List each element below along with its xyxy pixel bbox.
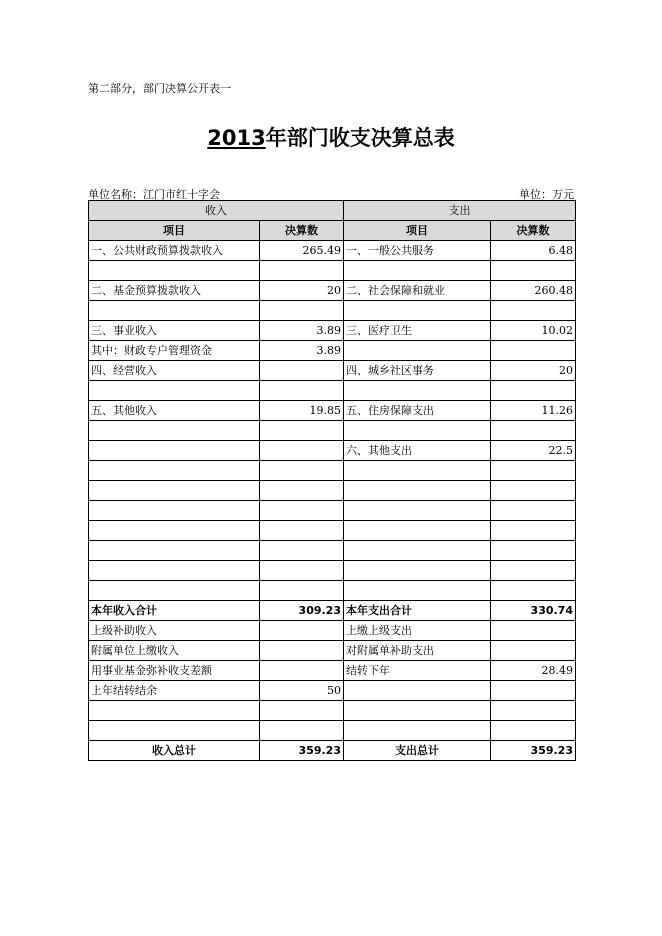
table-row	[89, 621, 576, 641]
income-amount-cell	[260, 361, 344, 381]
income-amount-cell	[260, 561, 344, 581]
income-item-cell	[89, 261, 260, 281]
expense-amount-cell	[491, 501, 576, 521]
expense-item-cell: 上缴上级支出	[344, 621, 491, 641]
income-item-cell	[89, 421, 260, 441]
expense-amount-cell: 10.02	[491, 321, 576, 341]
income-amount-cell: 19.85	[260, 401, 344, 421]
income-item-cell	[89, 581, 260, 601]
expense-item-cell	[344, 721, 491, 741]
table-row	[89, 241, 576, 261]
income-amount-cell: 50	[260, 681, 344, 701]
expense-item-cell: 四、城乡社区事务	[344, 361, 491, 381]
income-item-cell: 本年收入合计	[89, 601, 260, 621]
expense-amount-header: 决算数	[491, 221, 576, 241]
expense-amount-cell	[491, 301, 576, 321]
income-amount-cell	[260, 581, 344, 601]
income-item-cell	[89, 301, 260, 321]
table-row	[89, 461, 576, 481]
expense-item-cell: 二、社会保障和就业	[344, 281, 491, 301]
table-row	[89, 381, 576, 401]
income-amount-cell	[260, 721, 344, 741]
expense-item-cell	[344, 341, 491, 361]
expense-amount-cell	[491, 381, 576, 401]
expense-item-cell	[344, 521, 491, 541]
income-amount-cell	[260, 541, 344, 561]
expense-amount-cell	[491, 341, 576, 361]
expense-item-cell	[344, 381, 491, 401]
expense-amount-cell: 330.74	[491, 601, 576, 621]
expense-item-cell: 结转下年	[344, 661, 491, 681]
expense-item-cell: 五、住房保障支出	[344, 401, 491, 421]
budget-table	[88, 200, 576, 761]
expense-amount-cell	[491, 581, 576, 601]
expense-item-cell	[344, 261, 491, 281]
expense-amount-cell: 6.48	[491, 241, 576, 261]
income-item-cell	[89, 481, 260, 501]
income-item-cell: 一、公共财政预算拨款收入	[89, 241, 260, 261]
table-row	[89, 601, 576, 621]
income-item-cell	[89, 501, 260, 521]
expense-item-cell	[344, 501, 491, 521]
expense-amount-cell	[491, 641, 576, 661]
income-amount-cell	[260, 701, 344, 721]
expense-item-cell: 支出总计	[344, 741, 491, 761]
expense-item-cell: 一、一般公共服务	[344, 241, 491, 261]
table-row	[89, 661, 576, 681]
expense-amount-cell: 11.26	[491, 401, 576, 421]
table-row	[89, 581, 576, 601]
expense-amount-cell: 359.23	[491, 741, 576, 761]
expense-item-header: 项目	[344, 221, 491, 241]
income-amount-cell: 3.89	[260, 321, 344, 341]
table-row	[89, 681, 576, 701]
expense-item-cell	[344, 421, 491, 441]
income-item-cell	[89, 701, 260, 721]
income-amount-header: 决算数	[260, 221, 344, 241]
table-row	[89, 281, 576, 301]
expense-amount-cell	[491, 561, 576, 581]
income-amount-cell: 359.23	[260, 741, 344, 761]
table-row	[89, 701, 576, 721]
income-amount-cell	[260, 481, 344, 501]
table-row	[89, 541, 576, 561]
expense-item-cell	[344, 301, 491, 321]
income-item-cell	[89, 721, 260, 741]
table-row	[89, 321, 576, 341]
income-item-cell	[89, 381, 260, 401]
title-year: 2013	[207, 126, 266, 150]
page-title	[0, 122, 662, 152]
income-amount-cell	[260, 641, 344, 661]
table-row	[89, 641, 576, 661]
expense-amount-cell	[491, 461, 576, 481]
income-item-cell: 上年结转结余	[89, 681, 260, 701]
income-amount-cell	[260, 501, 344, 521]
section-header-row	[89, 201, 576, 221]
income-amount-cell	[260, 521, 344, 541]
table-row	[89, 481, 576, 501]
income-item-cell	[89, 441, 260, 461]
income-item-cell: 附属单位上缴收入	[89, 641, 260, 661]
income-item-header: 项目	[89, 221, 260, 241]
expense-item-cell: 本年支出合计	[344, 601, 491, 621]
expense-amount-cell	[491, 621, 576, 641]
income-amount-cell: 265.49	[260, 241, 344, 261]
expense-item-cell	[344, 561, 491, 581]
income-item-cell: 用事业基金弥补收支差额	[89, 661, 260, 681]
income-amount-cell	[260, 621, 344, 641]
income-amount-cell: 3.89	[260, 341, 344, 361]
income-amount-cell	[260, 381, 344, 401]
income-amount-cell	[260, 301, 344, 321]
expense-item-cell	[344, 681, 491, 701]
expense-section-header: 支出	[344, 201, 576, 221]
income-amount-cell: 20	[260, 281, 344, 301]
table-row	[89, 501, 576, 521]
expense-amount-cell: 28.49	[491, 661, 576, 681]
expense-item-cell: 对附属单补助支出	[344, 641, 491, 661]
table-row	[89, 261, 576, 281]
table-row	[89, 421, 576, 441]
income-item-cell: 收入总计	[89, 741, 260, 761]
income-item-cell: 三、事业收入	[89, 321, 260, 341]
income-item-cell	[89, 521, 260, 541]
table-row	[89, 361, 576, 381]
income-item-cell: 上级补助收入	[89, 621, 260, 641]
expense-amount-cell	[491, 701, 576, 721]
table-row	[89, 521, 576, 541]
table-row	[89, 301, 576, 321]
expense-item-cell	[344, 461, 491, 481]
income-amount-cell: 309.23	[260, 601, 344, 621]
income-amount-cell	[260, 461, 344, 481]
expense-item-cell	[344, 701, 491, 721]
income-item-cell: 其中：财政专户管理资金	[89, 341, 260, 361]
expense-amount-cell	[491, 541, 576, 561]
expense-amount-cell: 22.5	[491, 441, 576, 461]
title-text: 年部门收支决算总表	[265, 126, 455, 150]
expense-amount-cell	[491, 421, 576, 441]
expense-item-cell: 六、其他支出	[344, 441, 491, 461]
income-section-header: 收入	[89, 201, 344, 221]
expense-amount-cell: 20	[491, 361, 576, 381]
expense-amount-cell: 260.48	[491, 281, 576, 301]
table-row	[89, 441, 576, 461]
expense-amount-cell	[491, 521, 576, 541]
expense-amount-cell	[491, 721, 576, 741]
expense-amount-cell	[491, 681, 576, 701]
income-item-cell: 四、经营收入	[89, 361, 260, 381]
income-item-cell: 二、基金预算拨款收入	[89, 281, 260, 301]
income-item-cell	[89, 561, 260, 581]
income-amount-cell	[260, 421, 344, 441]
expense-item-cell	[344, 541, 491, 561]
expense-amount-cell	[491, 261, 576, 281]
table-row	[89, 341, 576, 361]
part-label: 第二部分，部门决算公开表一	[88, 82, 231, 95]
income-item-cell	[89, 461, 260, 481]
table-row	[89, 401, 576, 421]
table-row	[89, 741, 576, 761]
income-item-cell: 五、其他收入	[89, 401, 260, 421]
unit-name: 单位名称：江门市红十字会	[88, 188, 220, 201]
unit-of-measure: 单位：万元	[519, 188, 574, 201]
expense-amount-cell	[491, 481, 576, 501]
expense-item-cell: 三、医疗卫生	[344, 321, 491, 341]
income-item-cell	[89, 541, 260, 561]
expense-item-cell	[344, 481, 491, 501]
income-amount-cell	[260, 261, 344, 281]
expense-item-cell	[344, 581, 491, 601]
column-header-row	[89, 221, 576, 241]
income-amount-cell	[260, 441, 344, 461]
table-row	[89, 721, 576, 741]
income-amount-cell	[260, 661, 344, 681]
table-row	[89, 561, 576, 581]
